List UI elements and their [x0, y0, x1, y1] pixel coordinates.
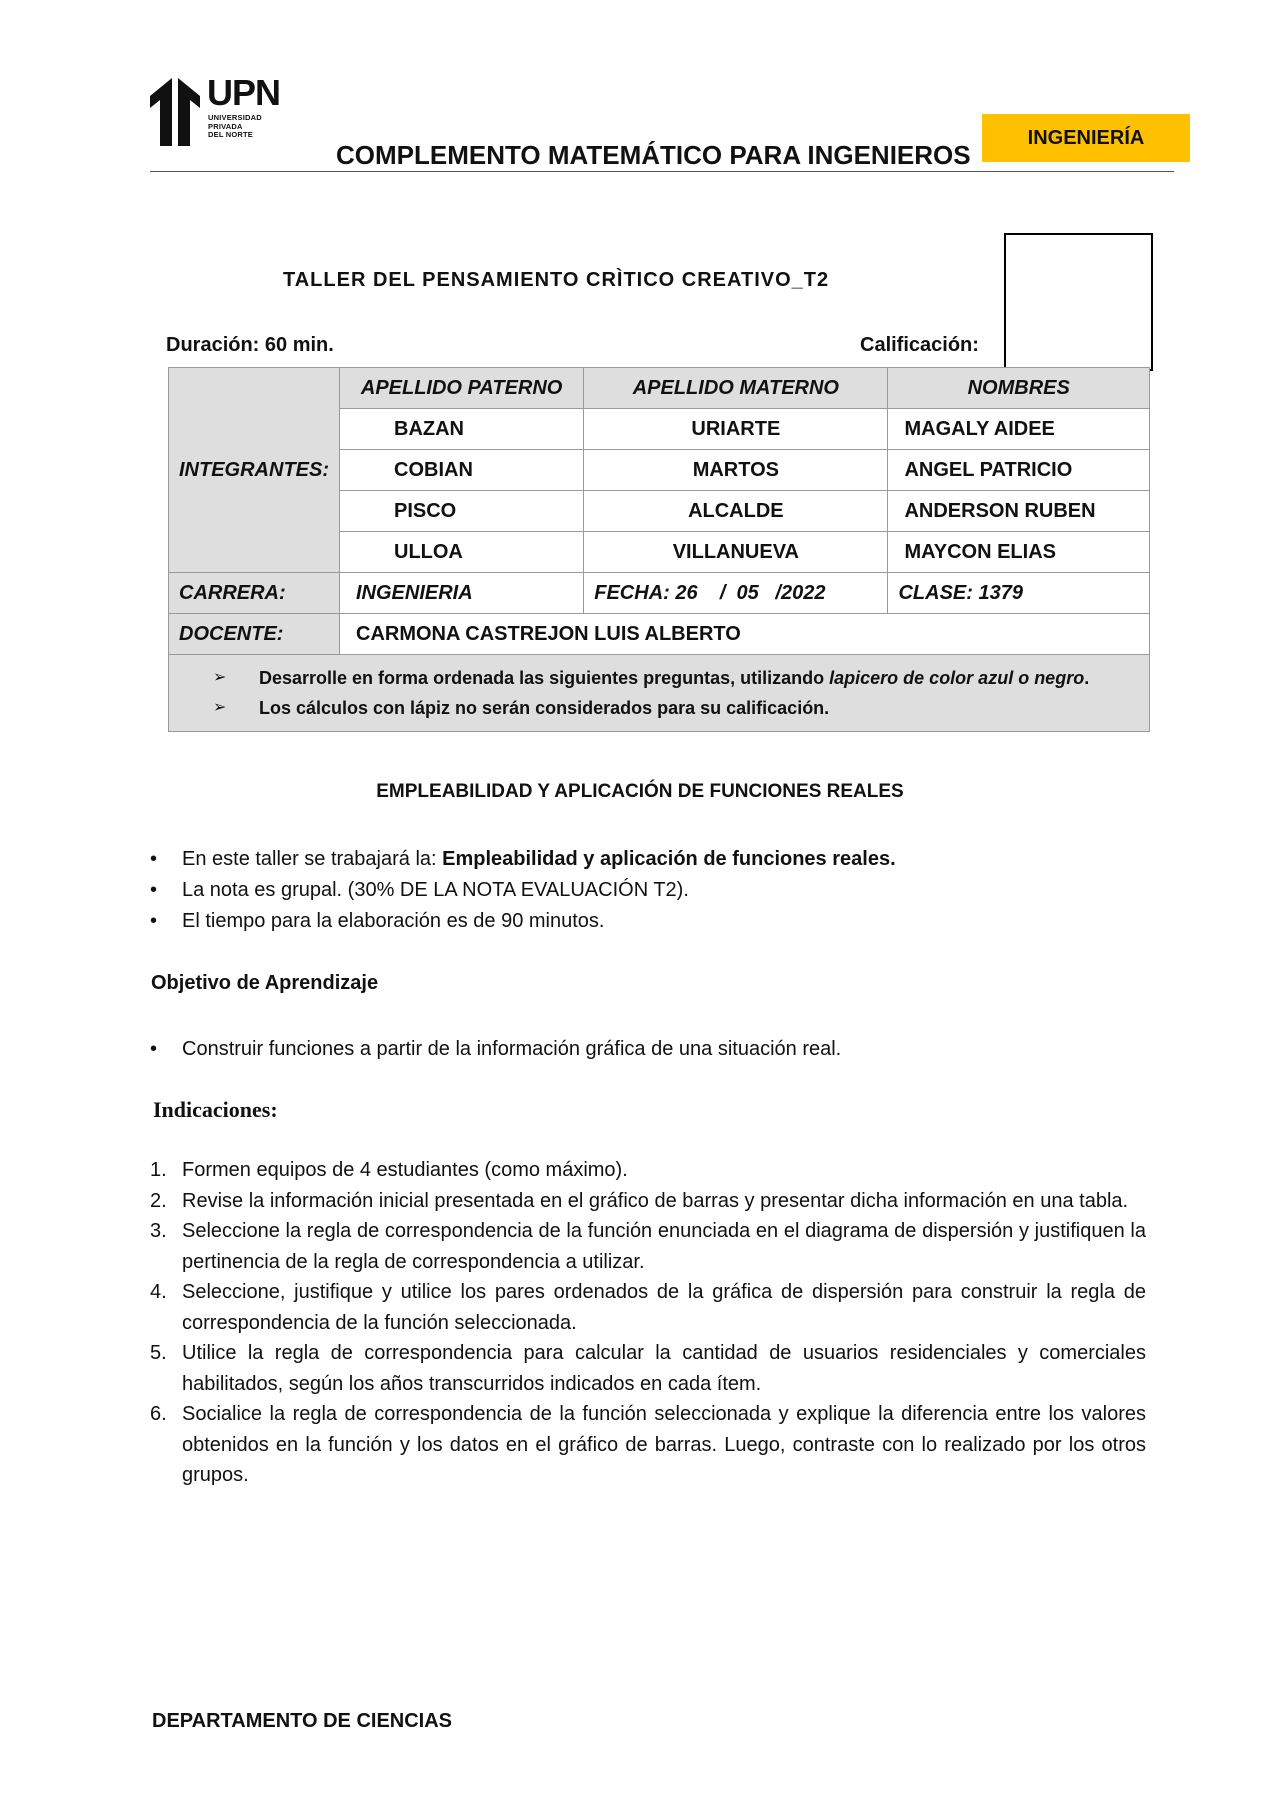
docente-value: CARMONA CASTREJON LUIS ALBERTO — [340, 614, 1150, 655]
objective-list — [150, 1034, 1150, 1065]
member-materno: VILLANUEVA — [584, 532, 888, 573]
intro-list — [150, 844, 1150, 937]
list-item: 3. Seleccione la regla de correspondencia de la función enunciada en el diagrama de dispersión y justifiquen la pertinencia de la regla de correspondencia a utilizar. — [150, 1220, 1146, 1273]
workshop-title: TALLER DEL PENSAMIENTO CRÌTICO CREATIVO_T2 — [283, 269, 830, 291]
note-line-2: ➢ Los cálculos con lápiz no serán considerados para su calificación. — [213, 693, 1149, 723]
logo-text: UPN — [207, 72, 281, 113]
upn-logo — [150, 72, 281, 148]
carrera-value: INGENIERIA — [340, 573, 584, 614]
note-line-1: ➢ Desarrolle en forma ordenada las siguientes preguntas, utilizando lapicero de color azul o negro. — [213, 663, 1149, 693]
member-paterno: COBIAN — [340, 450, 584, 491]
table-header-row — [169, 368, 1150, 409]
header-divider — [150, 171, 1174, 172]
instructions-notes — [169, 655, 1150, 732]
arrow-bullet-icon: ➢ — [213, 669, 227, 686]
member-materno: MARTOS — [584, 450, 888, 491]
clase-value: CLASE: 1379 — [888, 573, 1150, 614]
list-item: 4. Seleccione, justifique y utilice los pares ordenados de la gráfica de dispersión para construir la regla de correspondencia de la función seleccionada. — [150, 1281, 1146, 1334]
header-apellido-materno: APELLIDO MATERNO — [584, 368, 888, 409]
member-nombres: MAGALY AIDEE — [888, 409, 1150, 450]
member-materno: ALCALDE — [584, 491, 888, 532]
docente-label: DOCENTE: — [169, 614, 340, 655]
member-nombres: MAYCON ELIAS — [888, 532, 1150, 573]
list-item: • La nota es grupal. (30% DE LA NOTA EVALUACIÓN T2). — [150, 879, 689, 901]
list-item: 6. Socialice la regla de correspondencia de la función seleccionada y explique la diferencia entre los valores obtenidos en la función y los datos en el gráfico de barras. Luego, contraste con lo realizado por los otros grupos. — [150, 1403, 1146, 1486]
members-table — [168, 367, 1150, 732]
list-item: 1. Formen equipos de 4 estudiantes (como máximo). — [150, 1159, 628, 1181]
footer-department: DEPARTAMENTO DE CIENCIAS — [152, 1710, 453, 1732]
integrantes-label: INTEGRANTES: — [169, 368, 340, 573]
grade-label: Calificación: — [860, 334, 979, 356]
objective-title: Objetivo de Aprendizaje — [151, 972, 379, 994]
member-nombres: ANDERSON RUBEN — [888, 491, 1150, 532]
docente-row — [169, 614, 1150, 655]
upn-logo-mark-icon — [150, 76, 208, 148]
member-paterno: ULLOA — [340, 532, 584, 573]
section-title: EMPLEABILIDAD Y APLICACIÓN DE FUNCIONES REALES — [376, 781, 904, 802]
list-item: • En este taller se trabajará la: Empleabilidad y aplicación de funciones reales. — [150, 848, 896, 870]
indications-list — [150, 1155, 1146, 1491]
member-materno: URIARTE — [584, 409, 888, 450]
indications-title: Indicaciones: — [153, 1097, 278, 1122]
carrera-label: CARRERA: — [169, 573, 340, 614]
carrera-row — [169, 573, 1150, 614]
list-item: • El tiempo para la elaboración es de 90 minutos. — [150, 910, 605, 932]
member-paterno: PISCO — [340, 491, 584, 532]
header-nombres: NOMBRES — [888, 368, 1150, 409]
faculty-tag: INGENIERÍA — [982, 114, 1190, 162]
member-paterno: BAZAN — [340, 409, 584, 450]
fecha-value: FECHA: 26 / 05 /2022 — [584, 573, 888, 614]
duration-label: Duración: 60 min. — [166, 334, 334, 356]
notes-row — [169, 655, 1150, 732]
header-apellido-paterno: APELLIDO PATERNO — [340, 368, 584, 409]
member-nombres: ANGEL PATRICIO — [888, 450, 1150, 491]
list-item: • Construir funciones a partir de la información gráfica de una situación real. — [150, 1038, 842, 1060]
course-title: COMPLEMENTO MATEMÁTICO PARA INGENIEROS — [336, 140, 971, 170]
logo-subtext: UNIVERSIDAD PRIVADA DEL NORTE — [208, 113, 262, 139]
list-item: 5. Utilice la regla de correspondencia para calcular la cantidad de usuarios residenciales y comerciales habilitados, según los años transcurridos indicados en cada ítem. — [150, 1342, 1146, 1395]
grade-box — [1004, 233, 1153, 371]
list-item: 2. Revise la información inicial presentada en el gráfico de barras y presentar dicha información en una tabla. — [150, 1189, 1129, 1212]
arrow-bullet-icon: ➢ — [213, 699, 227, 716]
